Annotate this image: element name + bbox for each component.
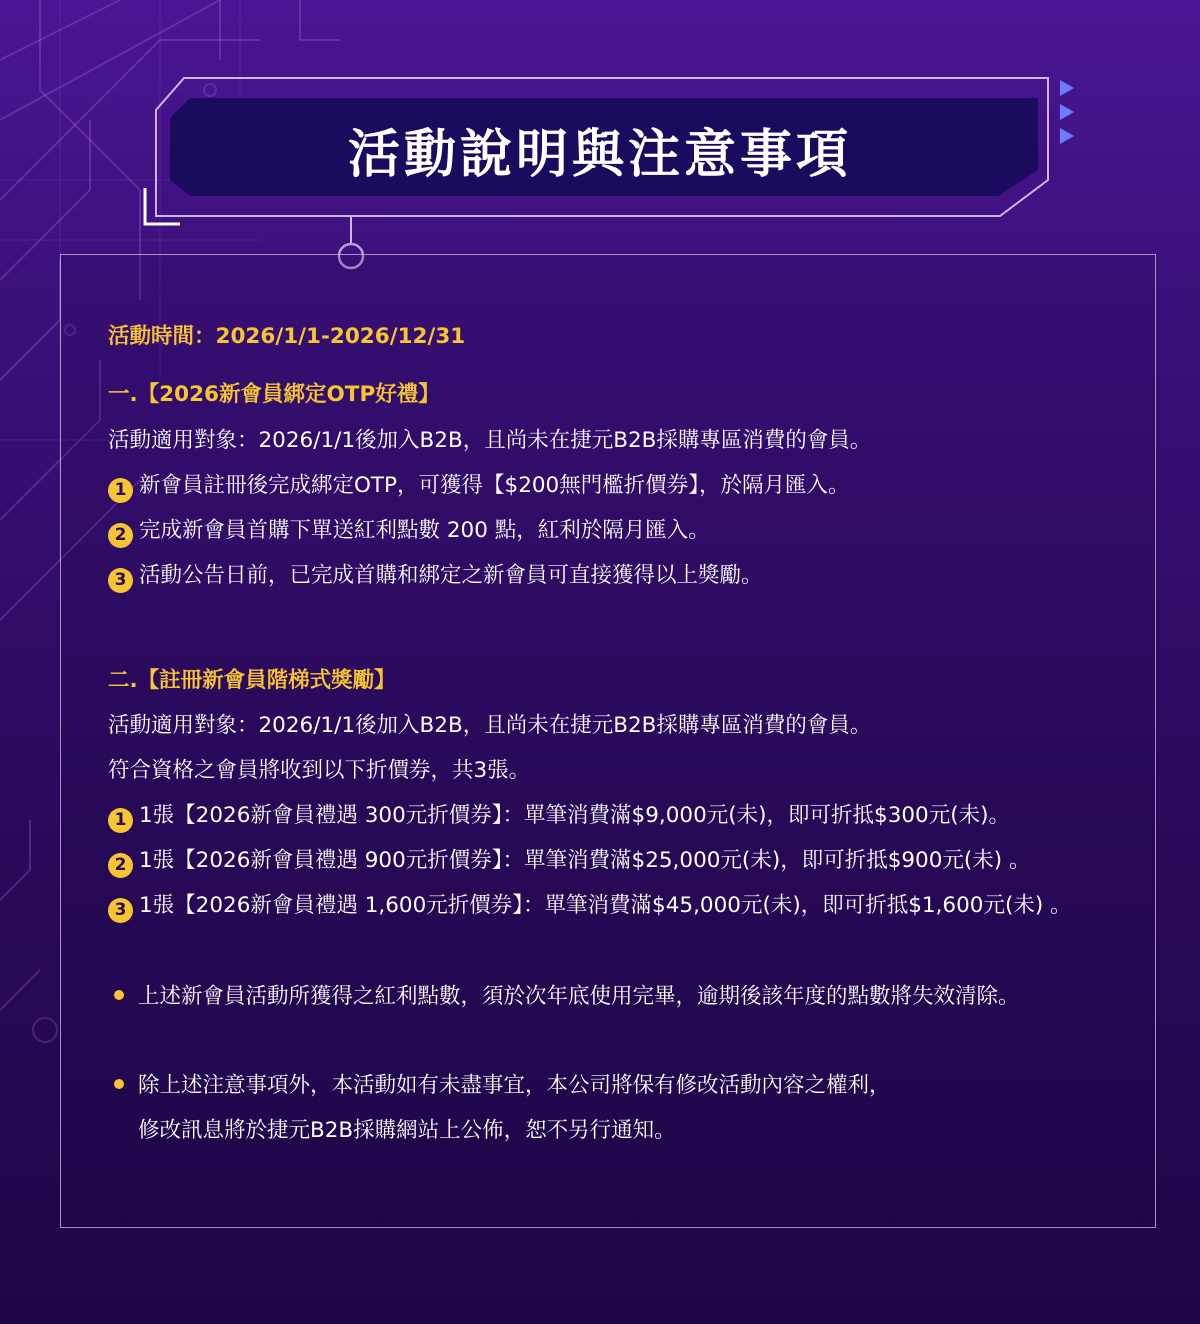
section2-heading: 二.【註冊新會員階梯式獎勵】: [108, 668, 396, 693]
section1-heading: 一.【2026新會員綁定OTP好禮】: [108, 382, 440, 407]
activity-time: 活動時間：2026/1/1-2026/12/31: [108, 324, 466, 349]
section2-item-text: 1張【2026新會員禮遇 1,600元折價券】：單筆消費滿$45,000元(未)，即可折抵$1,600元(未) 。: [139, 893, 1072, 918]
section2-intro: 符合資格之會員將收到以下折價券，共3張。: [108, 758, 531, 783]
section2-item-text: 1張【2026新會員禮遇 300元折價券】：單筆消費滿$9,000元(未)，即可折抵$300元(未)。: [139, 803, 1011, 828]
number-1-icon: 1: [108, 478, 133, 503]
number-3-icon: 3: [108, 568, 133, 593]
bullet-icon: [114, 1079, 124, 1089]
section1-item: [108, 516, 710, 548]
number-2-icon: 2: [108, 853, 133, 878]
section2-item: [108, 891, 1072, 923]
section1-item: [108, 471, 850, 503]
bullet-icon: [114, 990, 124, 1000]
page-title: 活動說明與注意事項: [347, 124, 852, 185]
section1-item: [108, 561, 763, 593]
number-3-icon: 3: [108, 898, 133, 923]
section1-item-text: 完成新會員首購下單送紅利點數 200 點，紅利於隔月匯入。: [139, 518, 710, 543]
section2-target: 活動適用對象：2026/1/1後加入B2B，且尚未在捷元B2B採購專區消費的會員。: [108, 713, 872, 738]
section1-item-text: 活動公告日前，已完成首購和綁定之新會員可直接獲得以上獎勵。: [139, 563, 763, 588]
number-2-icon: 2: [108, 523, 133, 548]
note-item: [114, 982, 1020, 1012]
note-item: [114, 1071, 891, 1101]
arrow-icons: [1060, 80, 1074, 144]
section2-item: [108, 801, 1010, 833]
section2-item-text: 1張【2026新會員禮遇 900元折價券】：單筆消費滿$25,000元(未)，即可折抵$900元(未) 。: [139, 848, 1031, 873]
note-text: 上述新會員活動所獲得之紅利點數，須於次年底使用完畢，逾期後該年度的點數將失效清除。: [138, 984, 1020, 1009]
section1-item-text: 新會員註冊後完成綁定OTP，可獲得【$200無門檻折價券】，於隔月匯入。: [139, 473, 850, 498]
section2-item: [108, 846, 1031, 878]
number-1-icon: 1: [108, 808, 133, 833]
note-text: 除上述注意事項外，本活動如有未盡事宜，本公司將保有修改活動內容之權利，: [138, 1073, 891, 1098]
section1-target: 活動適用對象：2026/1/1後加入B2B，且尚未在捷元B2B採購專區消費的會員。: [108, 428, 872, 453]
note-text-continued: 修改訊息將於捷元B2B採購網站上公佈，恕不另行通知。: [138, 1118, 676, 1143]
